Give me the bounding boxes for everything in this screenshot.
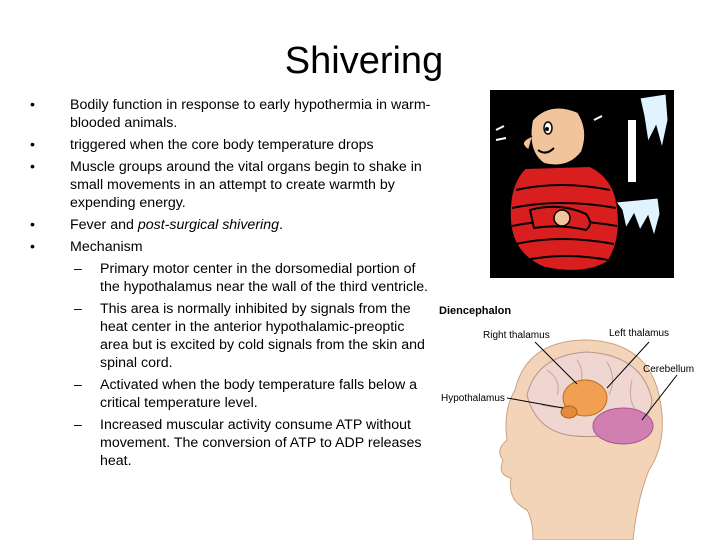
hypothalamus-shape [561, 406, 577, 418]
label-left-thalamus: Left thalamus [609, 328, 670, 339]
sub-bullet-text: Primary motor center in the dorsomedial portion of the hypothalamus near the wall of the third ventricle. [100, 261, 429, 295]
sub-bullet-item [68, 300, 435, 372]
bullet-marker: • [30, 137, 35, 153]
shivering-cartoon-drawing [490, 90, 674, 278]
diencephalon-diagram [437, 300, 728, 540]
bullet-item [30, 238, 435, 470]
bullet-text: Mechanism [70, 239, 143, 255]
bullet-marker: • [30, 97, 35, 113]
icicle-top [640, 94, 668, 148]
bullet-text: Bodily function in response to early hypothermia in warm-blooded animals. [70, 97, 431, 131]
bullet-text: triggered when the core body temperature drops [70, 137, 374, 153]
bullet-item [30, 158, 435, 212]
bullet-marker: • [30, 159, 35, 175]
slide-title: Shivering [284, 40, 444, 82]
sub-bullet-item [68, 260, 435, 296]
head-shape [531, 108, 586, 166]
sub-bullet-marker: – [74, 377, 82, 393]
diagram-heading: Diencephalon [439, 305, 512, 317]
bullet-text: Muscle groups around the vital organs begin to shake in small movements in an attempt to create warmth by expending energy. [70, 159, 422, 211]
sub-bullet-item [68, 416, 435, 470]
sub-bullet-list [70, 260, 435, 470]
sub-bullet-marker: – [74, 301, 82, 317]
bullet-text-end: . [278, 217, 283, 233]
sub-bullet-text: This area is normally inhibited by signals from the heat center in the anterior hypothalamic-preoptic area but is excited by cold signals from the skin and spinal cord. [100, 301, 425, 371]
sub-bullet-item [68, 376, 435, 412]
sub-bullet-text: Increased muscular activity consume ATP without movement. The conversion of ATP to ADP releases heat. [100, 417, 422, 469]
icicle-bottom [616, 198, 660, 236]
thermometer-shape [628, 120, 636, 182]
bullet-list [30, 96, 435, 474]
bullet-item [30, 136, 435, 154]
label-cerebellum: Cerebellum [643, 364, 695, 375]
label-right-thalamus: Right thalamus [483, 330, 550, 341]
bullet-text-italic: post-surgical shivering [137, 217, 279, 233]
bullet-marker: • [30, 217, 35, 233]
bullet-item [30, 96, 435, 132]
shivering-cartoon-image [490, 90, 674, 278]
sub-bullet-text: Activated when the body temperature falls below a critical temperature level. [100, 377, 418, 411]
bullet-marker: • [30, 239, 35, 255]
bullet-item [30, 216, 435, 234]
bullet-text-plain: Fever and [70, 217, 138, 233]
bullet-text [70, 217, 283, 233]
hand-shape [554, 210, 570, 226]
diencephalon-drawing [437, 300, 728, 540]
sub-bullet-marker: – [74, 417, 82, 433]
cerebellum-shape [593, 408, 653, 444]
label-hypothalamus: Hypothalamus [441, 393, 505, 404]
sub-bullet-marker: – [74, 261, 82, 277]
